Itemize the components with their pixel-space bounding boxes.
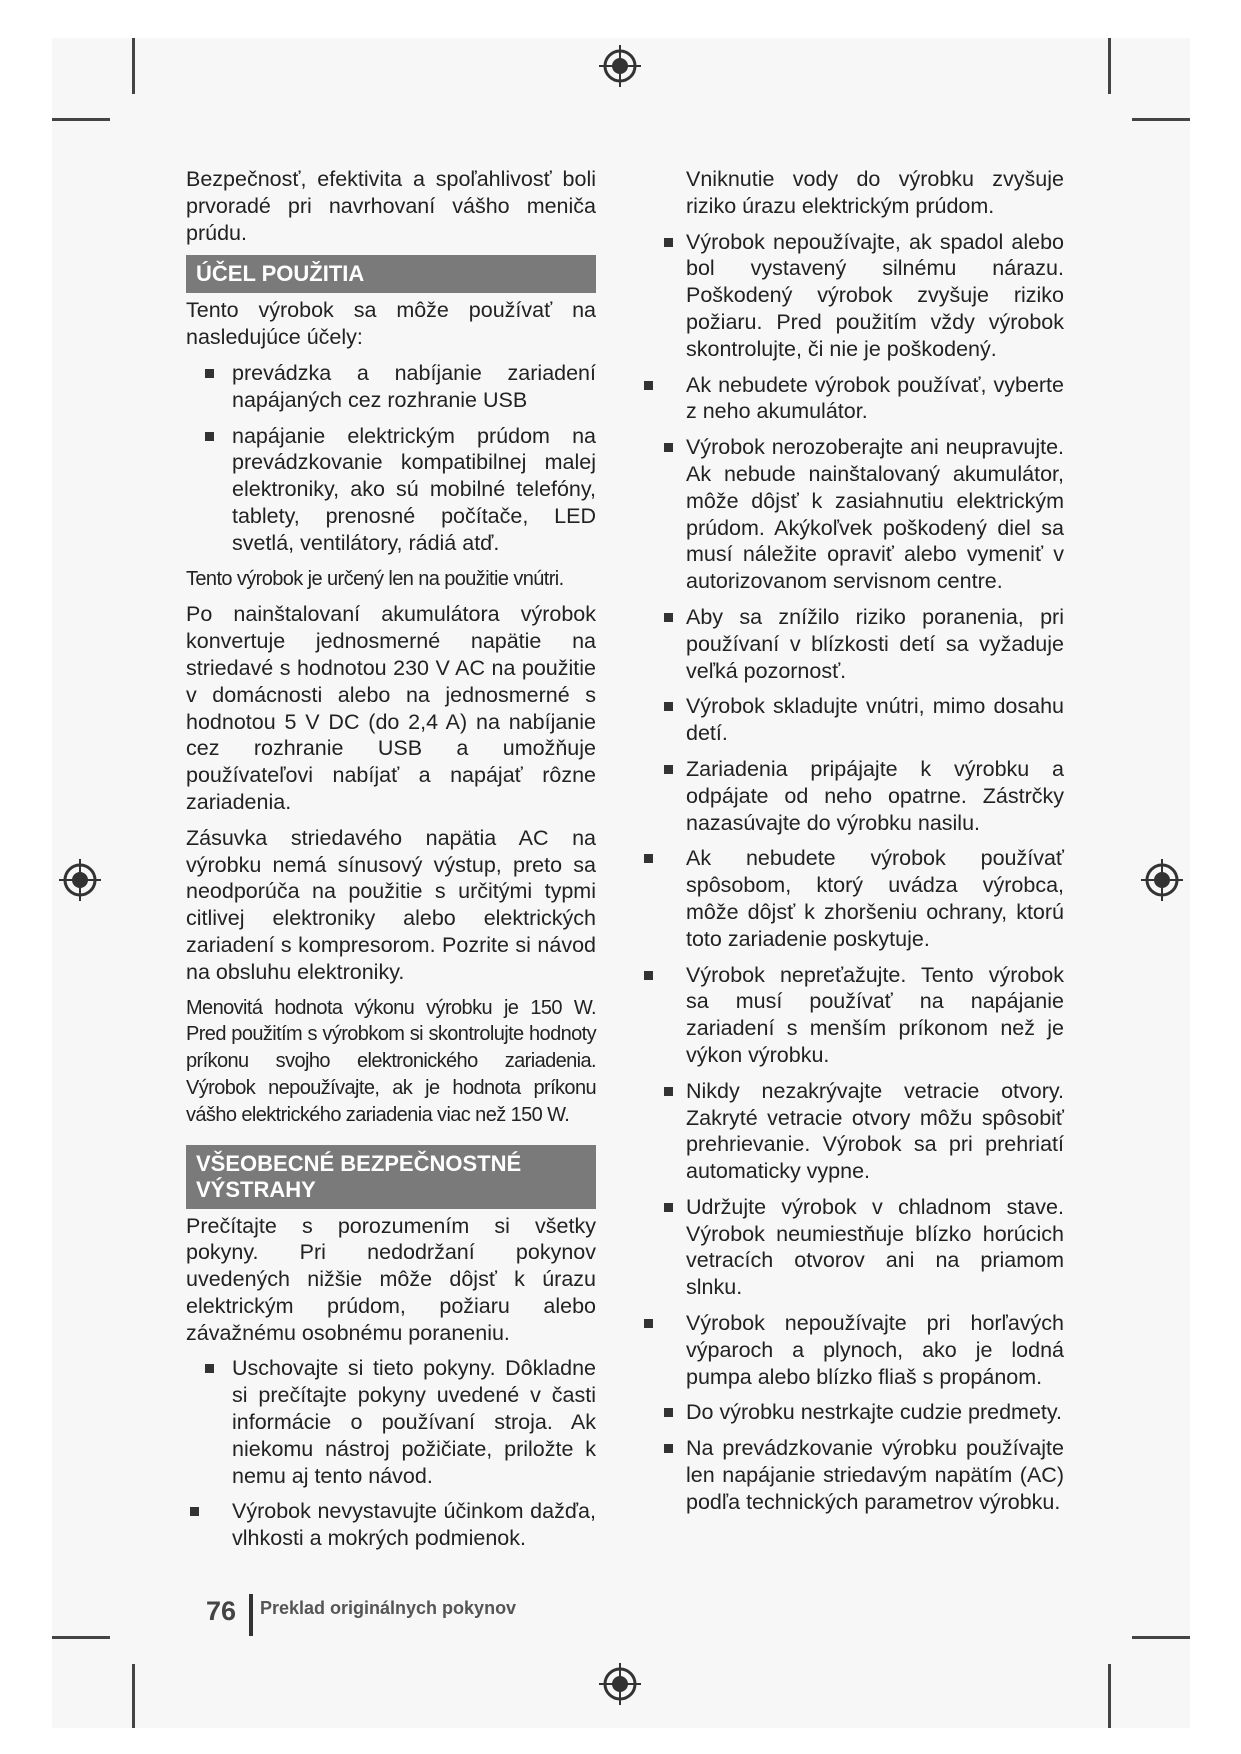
bullet-icon: [205, 432, 214, 441]
bullet-icon: [205, 369, 214, 378]
crop-mark: [52, 118, 110, 121]
list-item-text: Aby sa znížilo riziko poranenia, pri používaní v blízkosti detí sa vyžaduje veľká pozornosť.: [686, 604, 1064, 683]
left-column: [186, 166, 596, 1561]
footer-divider: [249, 1594, 253, 1636]
list-item: [232, 1355, 596, 1489]
footer-label: Preklad originálnych pokynov: [260, 1598, 517, 1618]
crop-mark: [52, 1636, 110, 1639]
list-item: [232, 1498, 596, 1552]
bullet-icon: [664, 238, 673, 247]
crop-mark: [1132, 1636, 1190, 1639]
purpose-lead: Tento výrobok sa môže používať na nasledujúce účely:: [186, 298, 596, 350]
crop-mark: [132, 38, 135, 94]
list-item-text: Do výrobku nestrkajte cudzie predmety.: [686, 1400, 1063, 1425]
list-item-text: Ak nebudete výrobok používať spôsobom, ktorý uvádza výrobca, môže dôjsť k zhoršeniu ochrany, ktorú toto zariadenie poskytuje.: [686, 846, 1064, 951]
bullet-icon: [190, 1507, 199, 1516]
list-item: [686, 604, 1064, 684]
heading-line: VÝSTRAHY: [196, 1176, 316, 1202]
list-item-text: Na prevádzkovanie výrobku používajte len napájanie striedavým napätím (AC) podľa technických parametrov výrobku.: [686, 1436, 1064, 1514]
list-item-text: Výrobok nepreťažujte. Tento výrobok sa musí používať na napájanie zariadení s menším príkonom než je výkon výrobku.: [686, 962, 1064, 1067]
list-item: [686, 693, 1064, 747]
socket-paragraph: Zásuvka striedavého napätia AC na výrobku nemá sínusový výstup, preto sa neodporúča na použitie s určitými typmi citlivej elektroniky alebo elektrických zariadení s kompresorom. Pozrite si návod na obsluhu elektroniky.: [186, 825, 596, 984]
list-item-text: Výrobok nerozoberajte ani neupravujte. Ak nebude nainštalovaný akumulátor, môže dôjsť k zasiahnutiu elektrickým prúdom. Akýkoľvek poškodený diel sa musí náležite opraviť alebo vymeniť v autorizovanom servisnom centre.: [686, 435, 1064, 594]
crop-mark: [132, 1664, 135, 1728]
list-item-text: Ak nebudete výrobok používať, vyberte z neho akumulátor.: [686, 372, 1064, 424]
list-item: [686, 372, 1064, 426]
bullet-icon: [644, 854, 653, 863]
list-item-text: Výrobok nepoužívajte, ak spadol alebo bol vystavený silnému nárazu. Poškodený výrobok zvyšuje riziko požiaru. Pred použitím vždy výrobok skontrolujte, či nie je poškodený.: [686, 229, 1064, 361]
list-item-text: Výrobok nevystavujte účinkom dažďa, vlhkosti a mokrých podmienok.: [232, 1499, 596, 1551]
registration-target-icon: [58, 858, 102, 902]
list-item-text: napájanie elektrickým prúdom na prevádzkovanie kompatibilnej malej elektroniky, ako sú mobilné telefóny, tablety, prenosné počítače, LED svetlá, ventilátory, rádiá atď.: [232, 423, 596, 555]
list-item-text: Nikdy nezakrývajte vetracie otvory. Zakryté vetracie otvory môžu spôsobiť prehrievanie. Výrobok sa pri prehriatí automaticky vypne.: [686, 1078, 1064, 1184]
crop-mark: [1132, 118, 1190, 121]
bullet-icon: [664, 1087, 673, 1096]
crop-mark: [1108, 38, 1111, 94]
heading-line: VŠEOBECNÉ BEZPEČNOSTNÉ: [196, 1150, 522, 1176]
list-item: [232, 423, 596, 557]
list-item: [686, 1078, 1064, 1185]
list-item: [686, 1399, 1064, 1426]
page-number: 76: [206, 1596, 237, 1626]
bullet-icon: [644, 381, 653, 390]
list-item-text: Výrobok nepoužívajte pri horľavých výparoch a plynoch, ako je lodná pumpa alebo blízko fliaš s propánom.: [686, 1311, 1064, 1389]
bullet-icon: [664, 765, 673, 774]
list-item: [686, 1194, 1064, 1301]
registration-target-icon: [598, 1662, 642, 1706]
bullet-icon: [644, 971, 653, 980]
right-column: [686, 166, 1064, 1525]
bullet-icon: [205, 1364, 214, 1373]
list-item: [686, 229, 1064, 363]
warnings-lead: Prečítajte s porozumením si všetky pokyny. Pri nedodržaní pokynov uvedených nižšie môže dôjsť k úrazu elektrickým prúdom, požiaru alebo závažnému osobnému poraneniu.: [186, 1213, 596, 1345]
section-heading-purpose: ÚČEL POUŽITIA: [186, 255, 596, 293]
bullet-icon: [664, 1203, 673, 1212]
list-item: [686, 434, 1064, 595]
list-item-text: Výrobok skladujte vnútri, mimo dosahu detí.: [686, 694, 1064, 746]
intro-paragraph: Bezpečnosť, efektivita a spoľahlivosť boli prvoradé pri navrhovaní vášho meniča prúdu.: [186, 167, 596, 245]
bullet-icon: [664, 443, 673, 452]
bullet-icon: [664, 1408, 673, 1417]
indoor-note: Tento výrobok je určený len na použitie vnútri.: [186, 567, 564, 590]
conversion-paragraph: Po nainštalovaní akumulátora výrobok konvertuje jednosmerné napätie na striedavé s hodnotou 230 V AC na použitie v domácnosti alebo na jednosmerné s hodnotou 5 V DC (do 2,4 A) na nabíjanie cez rozhranie USB a umožňuje používateľovi nabíjať a napájať rôzne zariadenia.: [186, 602, 596, 814]
list-item: [686, 756, 1064, 836]
section-heading-warnings: [186, 1145, 596, 1209]
registration-target-icon: [1140, 858, 1184, 902]
crop-mark: [1108, 1664, 1111, 1728]
list-item-text: Zariadenia pripájajte k výrobku a odpájate od neho opatrne. Zástrčky nazasúvajte do výrobku nasilu.: [686, 756, 1064, 835]
registration-target-icon: [598, 44, 642, 88]
list-item: [686, 1310, 1064, 1390]
list-item-text: Udržujte výrobok v chladnom stave. Výrobok neumiestňuje blízko horúcich vetracích otvorov ani na priamom slnku.: [686, 1194, 1064, 1300]
continuation-paragraph: Vniknutie vody do výrobku zvyšuje riziko úrazu elektrickým prúdom.: [686, 167, 1064, 218]
bullet-icon: [664, 613, 673, 622]
list-item-text: Uschovajte si tieto pokyny. Dôkladne si prečítajte pokyny uvedené v časti informácie o používaní stroja. Ak niekomu nástroj požičiate, priložte k nemu aj tento návod.: [232, 1356, 596, 1488]
list-item: [686, 1435, 1064, 1515]
list-item: [686, 845, 1064, 952]
bullet-icon: [664, 702, 673, 711]
list-item: [686, 962, 1064, 1069]
list-item: [232, 360, 596, 414]
bullet-icon: [644, 1319, 653, 1328]
list-item-text: prevádzka a nabíjanie zariadení napájaných cez rozhranie USB: [232, 360, 596, 412]
rating-paragraph: Menovitá hodnota výkonu výrobku je 150 W. Pred použitím s výrobkom si skontrolujte hodnoty príkonu svojho elektronického zariadenia. Výrobok nepoužívajte, ak je hodnota príkonu vášho elektrického zariadenia viac než 150 W.: [186, 996, 596, 1126]
bullet-icon: [664, 1444, 673, 1453]
